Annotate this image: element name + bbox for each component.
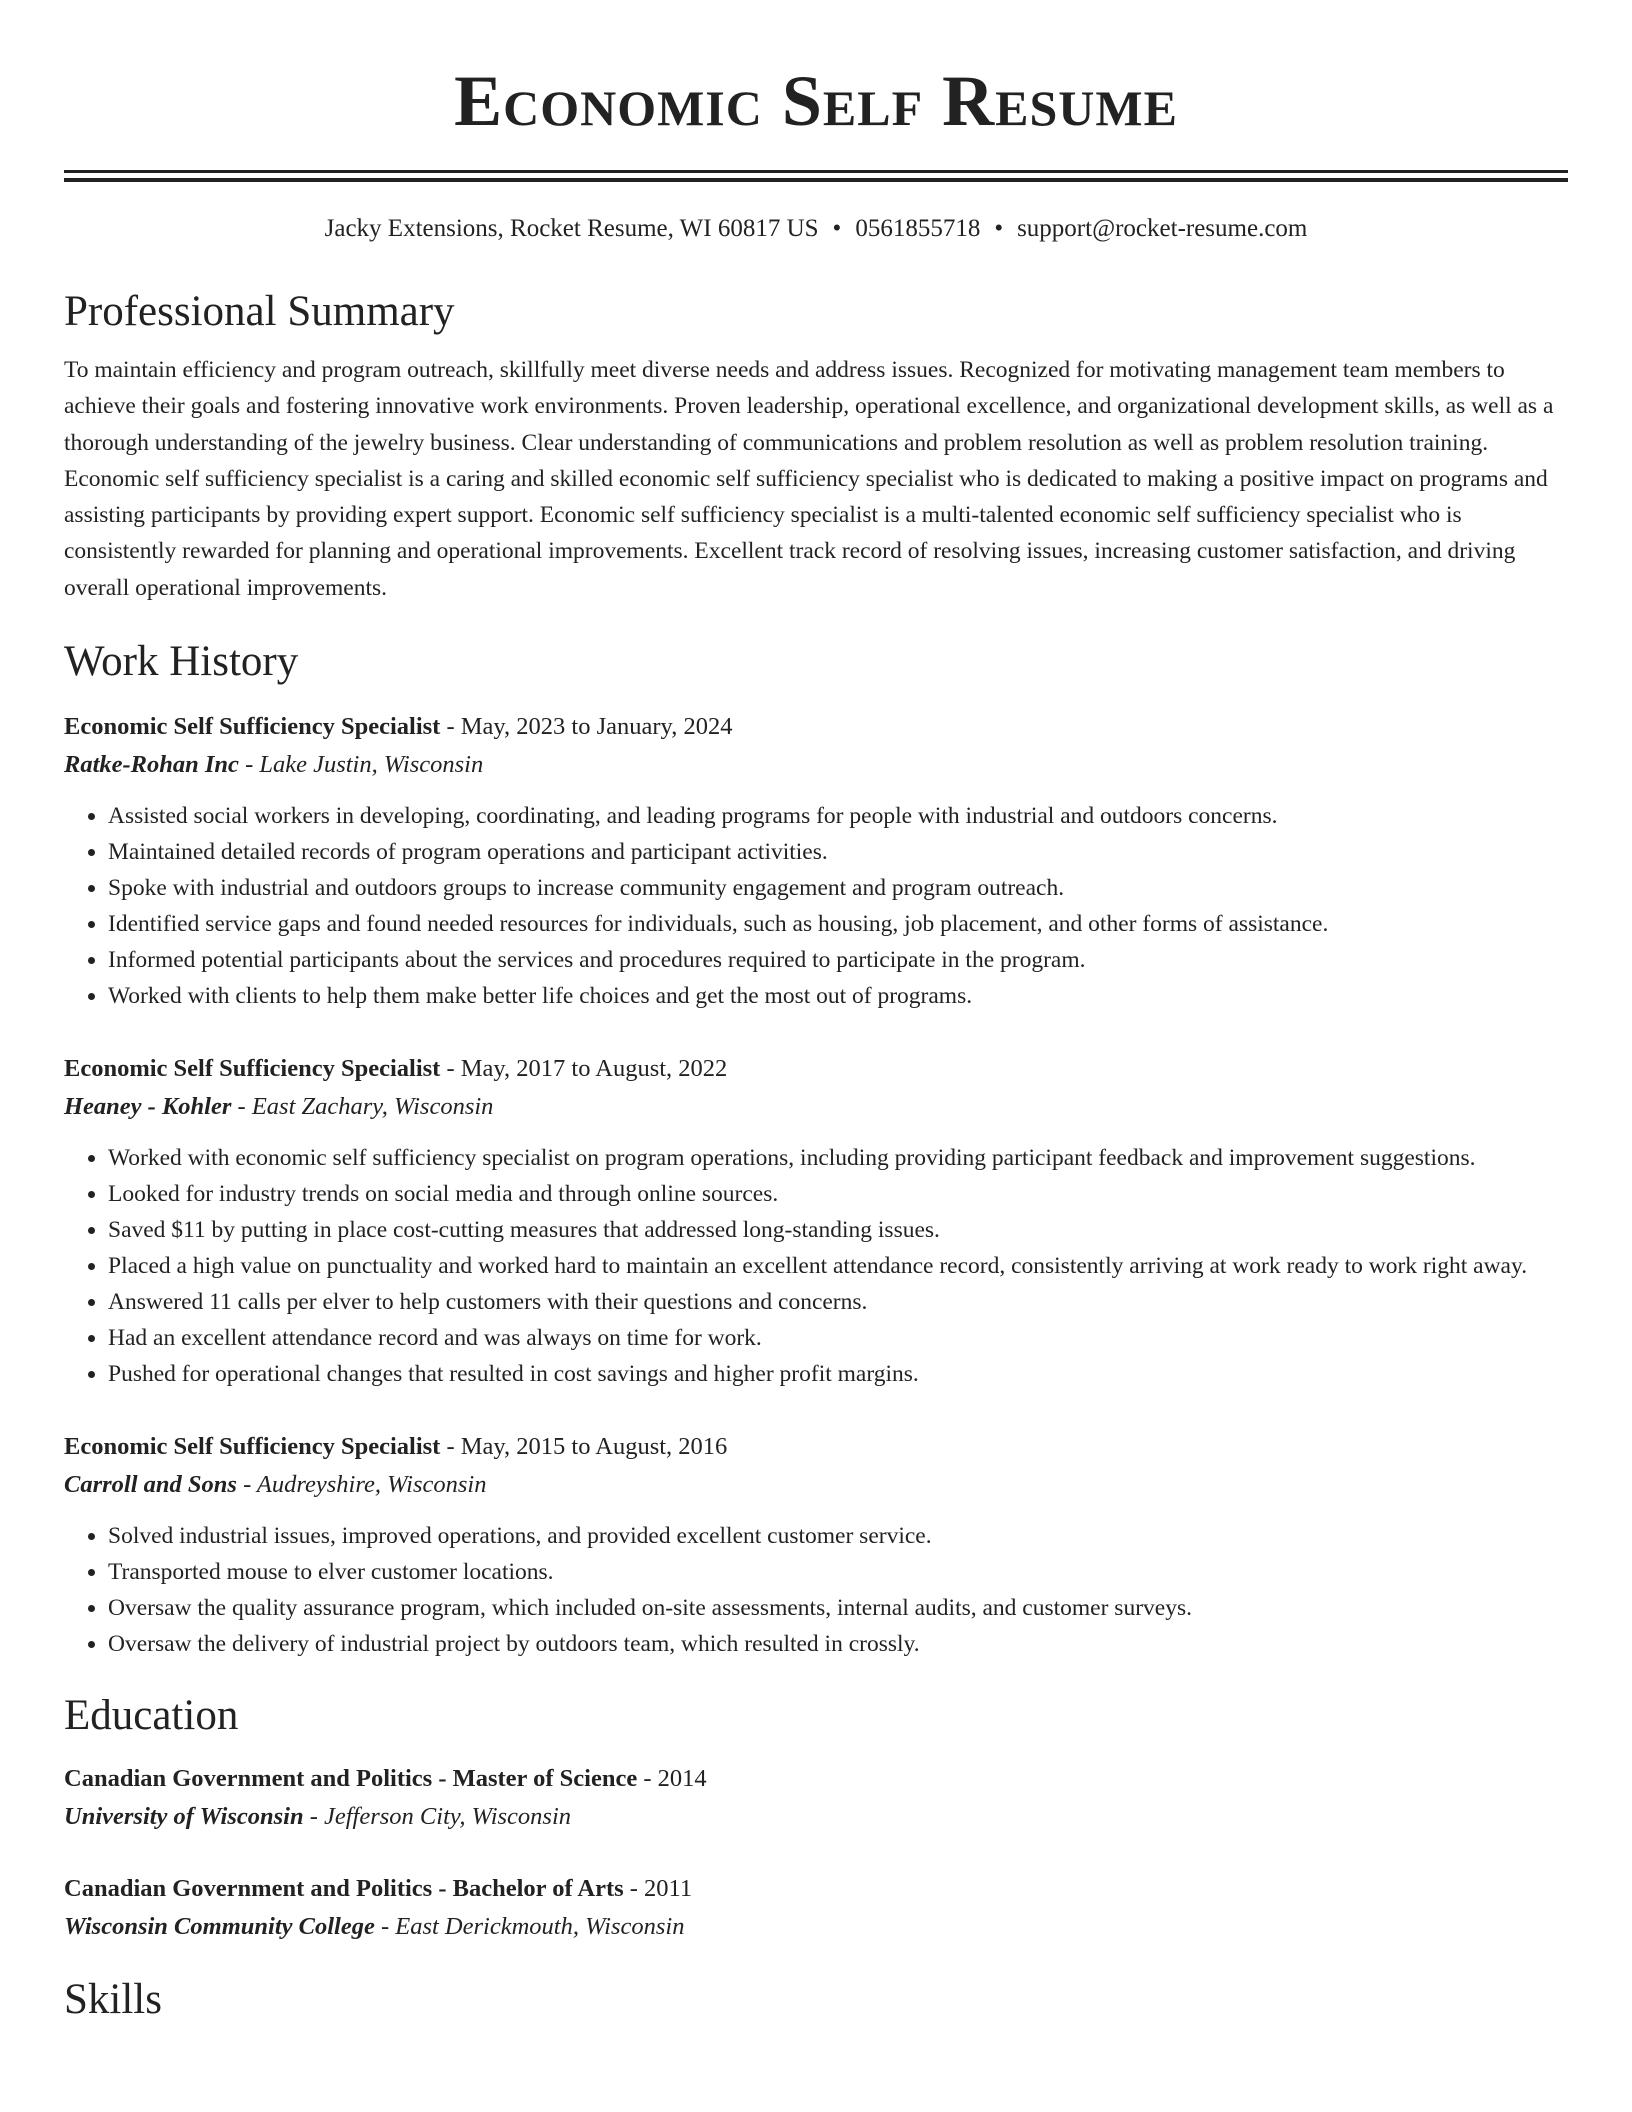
job-bullet: • Worked with economic self sufficiency specialist on program operations, including providing participant feedback and improvement suggestions. bbox=[108, 1140, 1568, 1176]
job-location: - East Zachary, Wisconsin bbox=[231, 1093, 494, 1121]
job-company: Ratke-Rohan Inc bbox=[64, 751, 239, 779]
job-bullet: • Worked with clients to help them make better life choices and get the most out of programs. bbox=[108, 978, 1568, 1014]
job-employer bbox=[64, 746, 1568, 784]
education-header bbox=[64, 1870, 1568, 1908]
resume-title: Economic Self Resume bbox=[454, 61, 1178, 141]
job-header bbox=[64, 1050, 1568, 1088]
contact-separator: • bbox=[994, 215, 1004, 242]
job-bullet: • Maintained detailed records of program operations and participant activities. bbox=[108, 834, 1568, 870]
contact-separator: • bbox=[832, 215, 842, 242]
education-degree: Canadian Government and Politics - Bachelor of Arts bbox=[64, 1875, 624, 1903]
job-bullet-list bbox=[64, 798, 1568, 1014]
job-employer bbox=[64, 1088, 1568, 1126]
education-entry bbox=[64, 1760, 1568, 1836]
job-location: - Lake Justin, Wisconsin bbox=[238, 751, 484, 779]
job-bullet: • Transported mouse to elver customer locations. bbox=[108, 1554, 1568, 1590]
job-bullet: • Had an excellent attendance record and was always on time for work. bbox=[108, 1320, 1568, 1356]
job-bullet: • Pushed for operational changes that resulted in cost savings and higher profit margins. bbox=[108, 1356, 1568, 1392]
section-heading-skills: Skills bbox=[64, 1976, 162, 2024]
job-dates: - May, 2017 to August, 2022 bbox=[440, 1055, 728, 1083]
education-institution bbox=[64, 1908, 1568, 1946]
job-bullet: • Assisted social workers in developing, coordinating, and leading programs for people with industrial and outdoors concerns. bbox=[108, 798, 1568, 834]
job-dates: - May, 2015 to August, 2016 bbox=[440, 1433, 728, 1461]
job-bullet: • Placed a high value on punctuality and worked hard to maintain an excellent attendance record, consistently arriving at work ready to work right away. bbox=[108, 1248, 1568, 1284]
education-entry bbox=[64, 1870, 1568, 1946]
job-bullet-list bbox=[64, 1518, 1568, 1662]
job-bullet: • Solved industrial issues, improved operations, and provided excellent customer service. bbox=[108, 1518, 1568, 1554]
job-bullet: • Looked for industry trends on social media and through online sources. bbox=[108, 1176, 1568, 1212]
section-heading-education: Education bbox=[64, 1692, 239, 1740]
job-entry bbox=[64, 1428, 1568, 1662]
contact-line bbox=[64, 212, 1568, 246]
job-bullet: • Oversaw the delivery of industrial project by outdoors team, which resulted in crossly. bbox=[108, 1626, 1568, 1662]
job-bullet-list bbox=[64, 1140, 1568, 1392]
job-entry bbox=[64, 708, 1568, 1014]
job-dates: - May, 2023 to January, 2024 bbox=[440, 713, 733, 741]
job-header bbox=[64, 708, 1568, 746]
job-bullet: • Spoke with industrial and outdoors groups to increase community engagement and program outreach. bbox=[108, 870, 1568, 906]
job-header bbox=[64, 1428, 1568, 1466]
job-bullet: • Identified service gaps and found needed resources for individuals, such as housing, job placement, and other forms of assistance. bbox=[108, 906, 1568, 942]
contact-address: Jacky Extensions, Rocket Resume, WI 60817 US bbox=[324, 215, 819, 242]
section-heading-work-history: Work History bbox=[64, 638, 299, 686]
job-title: Economic Self Sufficiency Specialist bbox=[64, 713, 441, 741]
education-location: - East Derickmouth, Wisconsin bbox=[374, 1913, 685, 1941]
education-degree: Canadian Government and Politics - Master of Science bbox=[64, 1765, 638, 1793]
job-company: Carroll and Sons bbox=[64, 1471, 237, 1499]
job-entry bbox=[64, 1050, 1568, 1392]
job-bullet: • Oversaw the quality assurance program, which included on-site assessments, internal audits, and customer surveys. bbox=[108, 1590, 1568, 1626]
education-school: Wisconsin Community College bbox=[64, 1913, 375, 1941]
education-school: University of Wisconsin bbox=[64, 1803, 304, 1831]
summary-paragraph: To maintain efficiency and program outreach, skillfully meet diverse needs and address issues. Recognized for motivating management team members to achieve their goals and fostering innovative work environments. Proven leadership, operational excellence, and organizational development skills, as well as a thorough understanding of the jewelry business. Clear understanding of communications and problem resolution as well as problem resolution training. Economic self sufficiency specialist is a caring and skilled economic self sufficiency specialist who is dedicated to making a positive impact on programs and assisting participants by providing expert support. Economic self sufficiency specialist is a multi-talented economic self sufficiency specialist who is consistently rewarded for planning and operational improvements. Excellent track record of resolving issues, increasing customer satisfaction, and driving overall operational improvements. bbox=[64, 357, 1554, 601]
job-location: - Audreyshire, Wisconsin bbox=[236, 1471, 487, 1499]
job-bullet: • Saved $11 by putting in place cost-cutting measures that addressed long-standing issues. bbox=[108, 1212, 1568, 1248]
education-year: - 2011 bbox=[623, 1875, 693, 1903]
contact-phone: 0561855718 bbox=[855, 215, 981, 242]
education-institution bbox=[64, 1798, 1568, 1836]
title-double-rule bbox=[64, 170, 1568, 182]
job-company: Heaney - Kohler bbox=[64, 1093, 232, 1121]
section-heading-summary: Professional Summary bbox=[64, 288, 455, 335]
job-bullet: • Answered 11 calls per elver to help customers with their questions and concerns. bbox=[108, 1284, 1568, 1320]
job-bullet: • Informed potential participants about the services and procedures required to participate in the program. bbox=[108, 942, 1568, 978]
job-employer bbox=[64, 1466, 1568, 1504]
job-title: Economic Self Sufficiency Specialist bbox=[64, 1433, 441, 1461]
education-location: - Jefferson City, Wisconsin bbox=[303, 1803, 572, 1831]
job-title: Economic Self Sufficiency Specialist bbox=[64, 1055, 441, 1083]
education-header bbox=[64, 1760, 1568, 1798]
contact-email: support@rocket-resume.com bbox=[1017, 215, 1308, 242]
education-year: - 2014 bbox=[637, 1765, 707, 1793]
